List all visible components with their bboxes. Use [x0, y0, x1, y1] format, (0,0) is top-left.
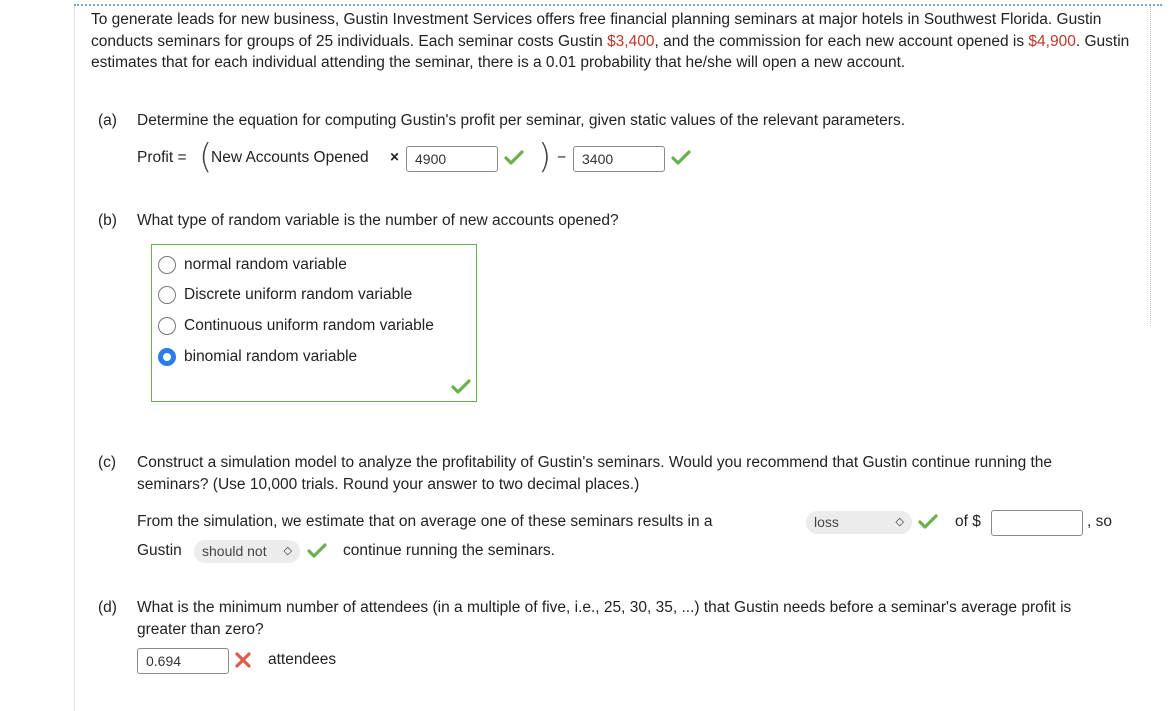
part-a-label: (a) [98, 112, 117, 129]
correct-check-icon [918, 514, 938, 530]
problem-statement: To generate leads for new business, Gustin Investment Services offers free financial planning seminars at major hotels in Southwest Florida. Gustin conducts seminars for groups of 25 individuals. Each seminar costs Gustin $3,400, and the commission for each new account opened is $4,900. Gustin estimates that for each individual attending the seminar, there is a 0.01 probability that he/she will open a new account. [91, 11, 1130, 71]
select-chevron-icon: ◇ [895, 516, 904, 528]
times-symbol: × [390, 149, 400, 166]
profit-label: Profit = [137, 149, 187, 166]
part-b-label: (b) [98, 212, 117, 229]
part-d-question: What is the minimum number of attendees (in a multiple of five, i.e., 25, 30, 35, ...) that Gustin needs before a seminar's average profit is greater than zero? [137, 599, 1072, 638]
left-border [74, 6, 75, 711]
cost-input[interactable]: 3400 [573, 146, 665, 172]
close-paren: ) [538, 137, 552, 177]
radio-button[interactable] [158, 286, 176, 304]
part-b-question: What type of random variable is the number of new accounts opened? [137, 212, 619, 229]
part-c-label: (c) [98, 454, 117, 471]
part-a-question: Determine the equation for computing Gustin's profit per seminar, given static values of the relevant parameters. [137, 112, 906, 129]
result-type-select[interactable]: loss ◇ [806, 511, 912, 534]
recommendation-select[interactable]: should not ◇ [194, 540, 300, 563]
part-d-label: (d) [98, 599, 117, 616]
radio-button[interactable] [158, 256, 176, 274]
attendees-unit: attendees [268, 651, 337, 668]
select-chevron-icon: ◇ [283, 545, 292, 557]
of-dollar-text: of $ [955, 513, 981, 530]
open-paren: ( [199, 137, 213, 177]
term-new-accounts: New Accounts Opened [211, 149, 369, 166]
seminar-cost: $3,400 [607, 32, 655, 50]
average-amount-input[interactable] [991, 510, 1083, 536]
correct-check-icon [504, 150, 524, 166]
correct-check-icon [451, 379, 471, 395]
attendees-input[interactable]: 0.694 [137, 648, 229, 674]
right-border [1150, 6, 1151, 326]
simulation-sentence: From the simulation, we estimate that on average one of these seminars results in a [137, 513, 713, 530]
option-discrete-uniform[interactable]: Discrete uniform random variable [158, 285, 412, 305]
radio-button[interactable] [158, 317, 176, 335]
commission-input[interactable]: 4900 [406, 146, 498, 172]
option-binomial[interactable]: binomial random variable [158, 347, 357, 367]
option-continuous-uniform[interactable]: Continuous uniform random variable [158, 316, 434, 336]
radio-button-selected[interactable] [158, 348, 176, 366]
commission-value: $4,900 [1028, 32, 1076, 50]
minus-symbol: − [557, 149, 567, 166]
continue-text: continue running the seminars. [343, 542, 555, 559]
option-normal[interactable]: normal random variable [158, 255, 347, 275]
so-text: , so [1087, 513, 1112, 530]
correct-check-icon [671, 150, 691, 166]
part-c-question: Construct a simulation model to analyze the profitability of Gustin's seminars. Would you recommend that Gustin continue running the seminars? (Use 10,000 trials. Round your answer to two decimal places.) [137, 454, 1053, 493]
gustin-text: Gustin [137, 542, 182, 559]
correct-check-icon [307, 543, 327, 559]
top-border [74, 4, 1162, 6]
incorrect-x-icon [234, 651, 252, 669]
